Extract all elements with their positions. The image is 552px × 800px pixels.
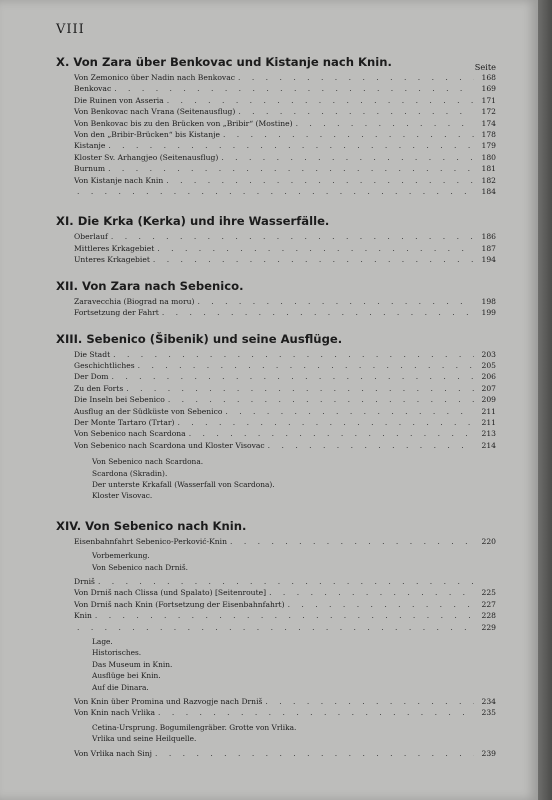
entry-page: 171 — [481, 95, 496, 105]
subtopic: Historisches. — [92, 648, 142, 658]
entry-label: Benkovac — [74, 84, 112, 94]
entry-page: 169 — [481, 84, 496, 94]
dot-leader — [288, 599, 474, 610]
entry-page: 178 — [481, 130, 496, 140]
section-gap — [56, 266, 496, 278]
entry-page: 187 — [481, 243, 496, 253]
dot-leader — [268, 440, 474, 451]
entry-label: Von Drniš nach Knin (Fortsetzung der Eisenbahnfahrt) — [74, 599, 285, 609]
entry-label: Von Knin über Promina und Razvogje nach Drniš — [74, 697, 263, 707]
subtopic: Ausflüge bei Knin. — [92, 671, 161, 681]
entry-page: 186 — [481, 232, 496, 242]
subtopic-list — [56, 547, 496, 576]
dot-leader — [113, 349, 474, 360]
dot-leader — [108, 163, 474, 174]
entry-page: 194 — [481, 255, 496, 265]
dot-leader — [98, 576, 474, 587]
subtopic: Von Sebenico nach Scardona. — [92, 457, 204, 467]
toc-entry — [56, 296, 496, 307]
entry-page: 184 — [481, 187, 496, 197]
entry-label: Geschichtliches — [74, 360, 135, 370]
subtopic: Auf die Dinara. — [92, 682, 149, 692]
entry-label: Zu den Forts — [74, 383, 124, 393]
entry-label: Mittleres Krkagebiet — [74, 243, 155, 253]
chapter-title: XII. Von Zara nach Sebenico. — [56, 278, 244, 293]
subtopic-list — [56, 633, 496, 696]
entry-page: 209 — [481, 395, 496, 405]
dot-leader — [225, 406, 474, 417]
dot-leader — [238, 72, 474, 83]
toc-entry — [56, 536, 496, 547]
dot-leader — [265, 696, 474, 707]
entry-label: Der Dom — [74, 372, 109, 382]
entry-page: 228 — [481, 611, 496, 621]
toc-entry — [56, 576, 496, 587]
chapter-title: X. Von Zara über Benkovac und Kistanje nach Knin. — [56, 55, 392, 69]
dot-leader — [167, 95, 474, 106]
dot-leader — [223, 129, 474, 140]
toc-entry — [56, 307, 496, 318]
dot-leader — [162, 307, 474, 318]
toc-entry — [56, 95, 496, 106]
subtopic: Cetina-Ursprung. Bogumilengräber. Grotte von Vrlika. — [92, 722, 297, 732]
toc-entry — [56, 748, 496, 759]
entry-page: 213 — [481, 429, 496, 439]
toc-entry — [56, 254, 496, 265]
section-gap — [56, 502, 496, 518]
entry-label: Knin — [74, 611, 92, 621]
toc-entry — [56, 118, 496, 129]
chapter-section — [56, 278, 496, 319]
subtopic: Das Museum in Knin. — [92, 659, 173, 669]
subtopic-list — [56, 451, 496, 502]
toc-entry — [56, 371, 496, 382]
dot-leader — [138, 360, 474, 371]
toc-entry — [56, 417, 496, 428]
dot-leader — [189, 428, 474, 439]
dot-leader — [108, 140, 474, 151]
page-number: VIII — [56, 22, 85, 37]
entry-label: Die Ruinen von Asseria — [74, 95, 164, 105]
entry-label: Von Vrlika nach Sinj — [74, 748, 153, 758]
chapter-title: XI. Die Krka (Kerka) und ihre Wasserfälle. — [56, 214, 330, 229]
dot-leader — [197, 296, 474, 307]
chapter-section — [56, 331, 496, 502]
dot-leader — [111, 231, 474, 242]
toc-entry — [56, 360, 496, 371]
entry-page: 199 — [481, 308, 496, 318]
entry-label: Von Benkovac bis zu den Brücken von „Bribir“ (Mostine) — [74, 118, 293, 128]
entry-label: Fortsetzung der Fahrt — [74, 308, 159, 318]
dot-leader — [95, 610, 474, 621]
entry-label: Kloster Sv. Arhangjeo (Seitenausflug) — [74, 152, 219, 162]
toc-entry — [56, 175, 496, 186]
section-gap — [56, 319, 496, 331]
entry-page: 205 — [481, 360, 496, 370]
toc-entry — [56, 349, 496, 360]
entry-label: Unteres Krkagebiet — [74, 255, 150, 265]
dot-leader — [155, 748, 474, 759]
chapter-title: XIII. Sebenico (Šibenik) und seine Ausflüge. — [56, 331, 343, 346]
entry-label: Burnum — [74, 164, 106, 174]
dot-leader — [168, 394, 474, 405]
dot-leader — [112, 371, 475, 382]
entry-label: Zaravecchia (Biograd na moru) — [74, 296, 195, 306]
toc-entry — [56, 186, 496, 197]
toc-entry — [56, 610, 496, 621]
dot-leader — [166, 175, 474, 186]
chapter-section — [56, 213, 496, 265]
entry-page: 174 — [481, 118, 496, 128]
dot-leader — [77, 622, 474, 633]
toc-entry — [56, 599, 496, 610]
table-of-contents — [56, 54, 496, 759]
toc-entry — [56, 140, 496, 151]
entry-page: 239 — [481, 748, 496, 758]
toc-entry — [56, 129, 496, 140]
entry-label: Von Benkovac nach Vrana (Seitenausflug) — [74, 107, 236, 117]
entry-page: 211 — [481, 417, 496, 427]
subtopic: Vorbemerkung. — [92, 551, 150, 561]
entry-page: 182 — [481, 175, 496, 185]
toc-entry — [56, 152, 496, 163]
chapter-title: XIV. Von Sebenico nach Knin. — [56, 518, 247, 533]
entry-label: Oberlauf — [74, 232, 108, 242]
toc-entry — [56, 440, 496, 451]
entry-label: Von Knin nach Vrlika — [74, 708, 156, 718]
dot-leader — [153, 254, 474, 265]
entry-label: Von Drniš nach Clissa (und Spalato) [Seitenroute] — [74, 588, 267, 598]
entry-page: 179 — [481, 141, 496, 151]
entry-page: 227 — [481, 599, 496, 609]
toc-entry — [56, 83, 496, 94]
entry-page: 206 — [481, 372, 496, 382]
toc-entry — [56, 163, 496, 174]
entry-page: 229 — [481, 622, 496, 632]
entry-page: 168 — [481, 73, 496, 82]
entry-page: 181 — [481, 164, 496, 174]
entry-label: Von den „Bribir-Brücken“ bis Kistanje — [74, 130, 220, 140]
entry-page: 198 — [481, 296, 496, 306]
dot-leader — [158, 707, 474, 718]
entry-label: Von Zemonico über Nadin nach Benkovac — [74, 73, 236, 82]
subtopic-list — [56, 719, 496, 748]
entry-label: Ausflug an der Südküste von Sebenico — [74, 406, 223, 416]
toc-entry — [56, 243, 496, 254]
chapter-section — [56, 54, 496, 197]
dot-leader — [114, 83, 474, 94]
subtopic: Von Sebenico nach Drniš. — [92, 562, 188, 572]
entry-label: Der Monte Tartaro (Trtar) — [74, 417, 175, 427]
toc-entry — [56, 428, 496, 439]
dot-leader — [230, 536, 474, 547]
entry-label: Drniš — [74, 577, 95, 586]
toc-entry — [56, 587, 496, 598]
entry-label: Kistanje — [74, 141, 106, 151]
entry-page: 180 — [481, 152, 496, 162]
entry-label: Von Kistanje nach Knin — [74, 175, 164, 185]
toc-entry — [56, 394, 496, 405]
toc-entry — [56, 72, 496, 83]
dot-leader — [296, 118, 474, 129]
subtopic: Kloster Visovac. — [92, 491, 153, 501]
toc-entry — [56, 696, 496, 707]
dot-leader — [269, 587, 474, 598]
entry-label: Von Sebenico nach Scardona — [74, 429, 186, 439]
subtopic: Scardona (Skradin). — [92, 468, 168, 478]
entry-page: 172 — [481, 107, 496, 117]
entry-page: 214 — [481, 440, 496, 450]
entry-label: Die Stadt — [74, 349, 111, 359]
dot-leader — [238, 106, 474, 117]
dot-leader — [126, 383, 474, 394]
subtopic: Der unterste Krkafall (Wasserfall von Scardona). — [92, 479, 275, 489]
seite-label: Seite — [474, 62, 496, 72]
entry-label: Die Inseln bei Sebenico — [74, 395, 165, 405]
entry-label: Eisenbahnfahrt Sebenico-Perković-Knin — [74, 536, 227, 546]
entry-page: 234 — [481, 697, 496, 707]
dot-leader — [177, 417, 474, 428]
toc-entry — [56, 231, 496, 242]
entry-page: 220 — [481, 536, 496, 546]
entry-page: 225 — [481, 588, 496, 598]
toc-entry — [56, 406, 496, 417]
entry-page: 203 — [481, 349, 496, 359]
dot-leader — [77, 186, 474, 197]
dot-leader — [221, 152, 474, 163]
toc-entry — [56, 622, 496, 633]
entry-page: 235 — [481, 708, 496, 718]
toc-entry — [56, 106, 496, 117]
page-edge — [538, 0, 552, 800]
toc-entry — [56, 383, 496, 394]
entry-page: 211 — [481, 406, 496, 416]
dot-leader — [157, 243, 474, 254]
chapter-section — [56, 518, 496, 759]
section-gap — [56, 197, 496, 213]
subtopic: Lage. — [92, 637, 113, 647]
toc-entry — [56, 707, 496, 718]
entry-label: Von Sebenico nach Scardona und Kloster Visovac — [74, 440, 265, 450]
subtopic: Vrlika und seine Heilquelle. — [92, 734, 197, 744]
entry-page: 207 — [481, 383, 496, 393]
